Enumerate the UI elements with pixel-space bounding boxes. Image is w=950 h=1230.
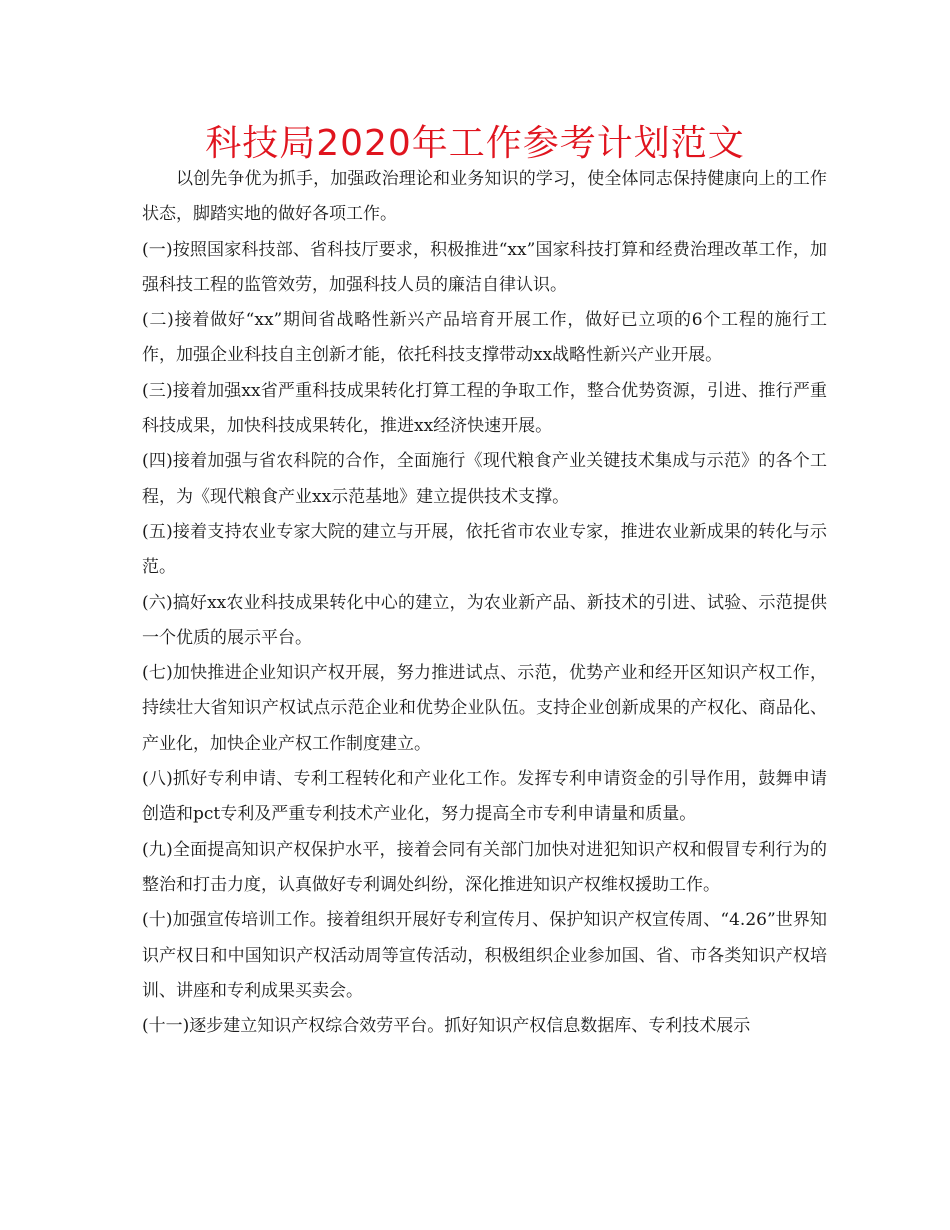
paragraph-item-11: (十一)逐步建立知识产权综合效劳平台。抓好知识产权信息数据库、专利技术展示 <box>142 1016 751 1037</box>
paragraph-item-4: (四)接着加强与省农科院的合作，全面施行《现代粮食产业关键技术集成与示范》的各个工程，为《现代粮食产业xx示范基地》建立提供技术支撑。 <box>142 451 827 507</box>
paragraph-item-6: (六)搞好xx农业科技成果转化中心的建立，为农业新产品、新技术的引进、试验、示范提供一个优质的展示平台。 <box>142 592 827 648</box>
paragraph-intro: 以创先争优为抓手，加强政治理论和业务知识的学习，使全体同志保持健康向上的工作状态，脚踏实地的做好各项工作。 <box>142 169 827 225</box>
paragraph-item-9: (九)全面提高知识产权保护水平，接着会同有关部门加快对进犯知识产权和假冒专利行为的整治和打击力度，认真做好专利调处纠纷，深化推进知识产权维权援助工作。 <box>142 839 827 895</box>
paragraph-item-8: (八)抓好专利申请、专利工程转化和产业化工作。发挥专利申请资金的引导作用，鼓舞申请创造和pct专利及严重专利技术产业化，努力提高全市专利申请量和质量。 <box>142 769 827 825</box>
document-title: 科技局2020年工作参考计划范文 <box>205 123 745 164</box>
paragraph-item-10: (十)加强宣传培训工作。接着组织开展好专利宣传月、保护知识产权宣传周、“4.26”世界知识产权日和中国知识产权活动周等宣传活动，积极组织企业参加国、省、市各类知识产权培训、讲座和专利成果买卖会。 <box>142 910 827 1001</box>
paragraph-item-3: (三)接着加强xx省严重科技成果转化打算工程的争取工作，整合优势资源，引进、推行严重科技成果，加快科技成果转化，推进xx经济快速开展。 <box>142 380 827 437</box>
paragraph-item-5: (五)接着支持农业专家大院的建立与开展，依托省市农业专家，推进农业新成果的转化与示范。 <box>142 521 827 578</box>
paragraph-item-2: (二)接着做好“xx”期间省战略性新兴产品培育开展工作，做好已立项的6个工程的施行工作，加强企业科技自主创新才能，依托科技支撑带动xx战略性新兴产业开展。 <box>142 310 827 366</box>
paragraph-item-7: (七)加快推进企业知识产权开展，努力推进试点、示范，优势产业和经开区知识产权工作，持续壮大省知识产权试点示范企业和优势企业队伍。支持企业创新成果的产权化、商品化、产业化，加快企业产权工作制度建立。 <box>142 663 827 754</box>
document-body <box>142 162 827 1044</box>
paragraph-item-1: (一)按照国家科技部、省科技厅要求，积极推进“xx”国家科技打算和经费治理改革工作，加强科技工程的监管效劳，加强科技人员的廉洁自律认识。 <box>142 239 827 295</box>
